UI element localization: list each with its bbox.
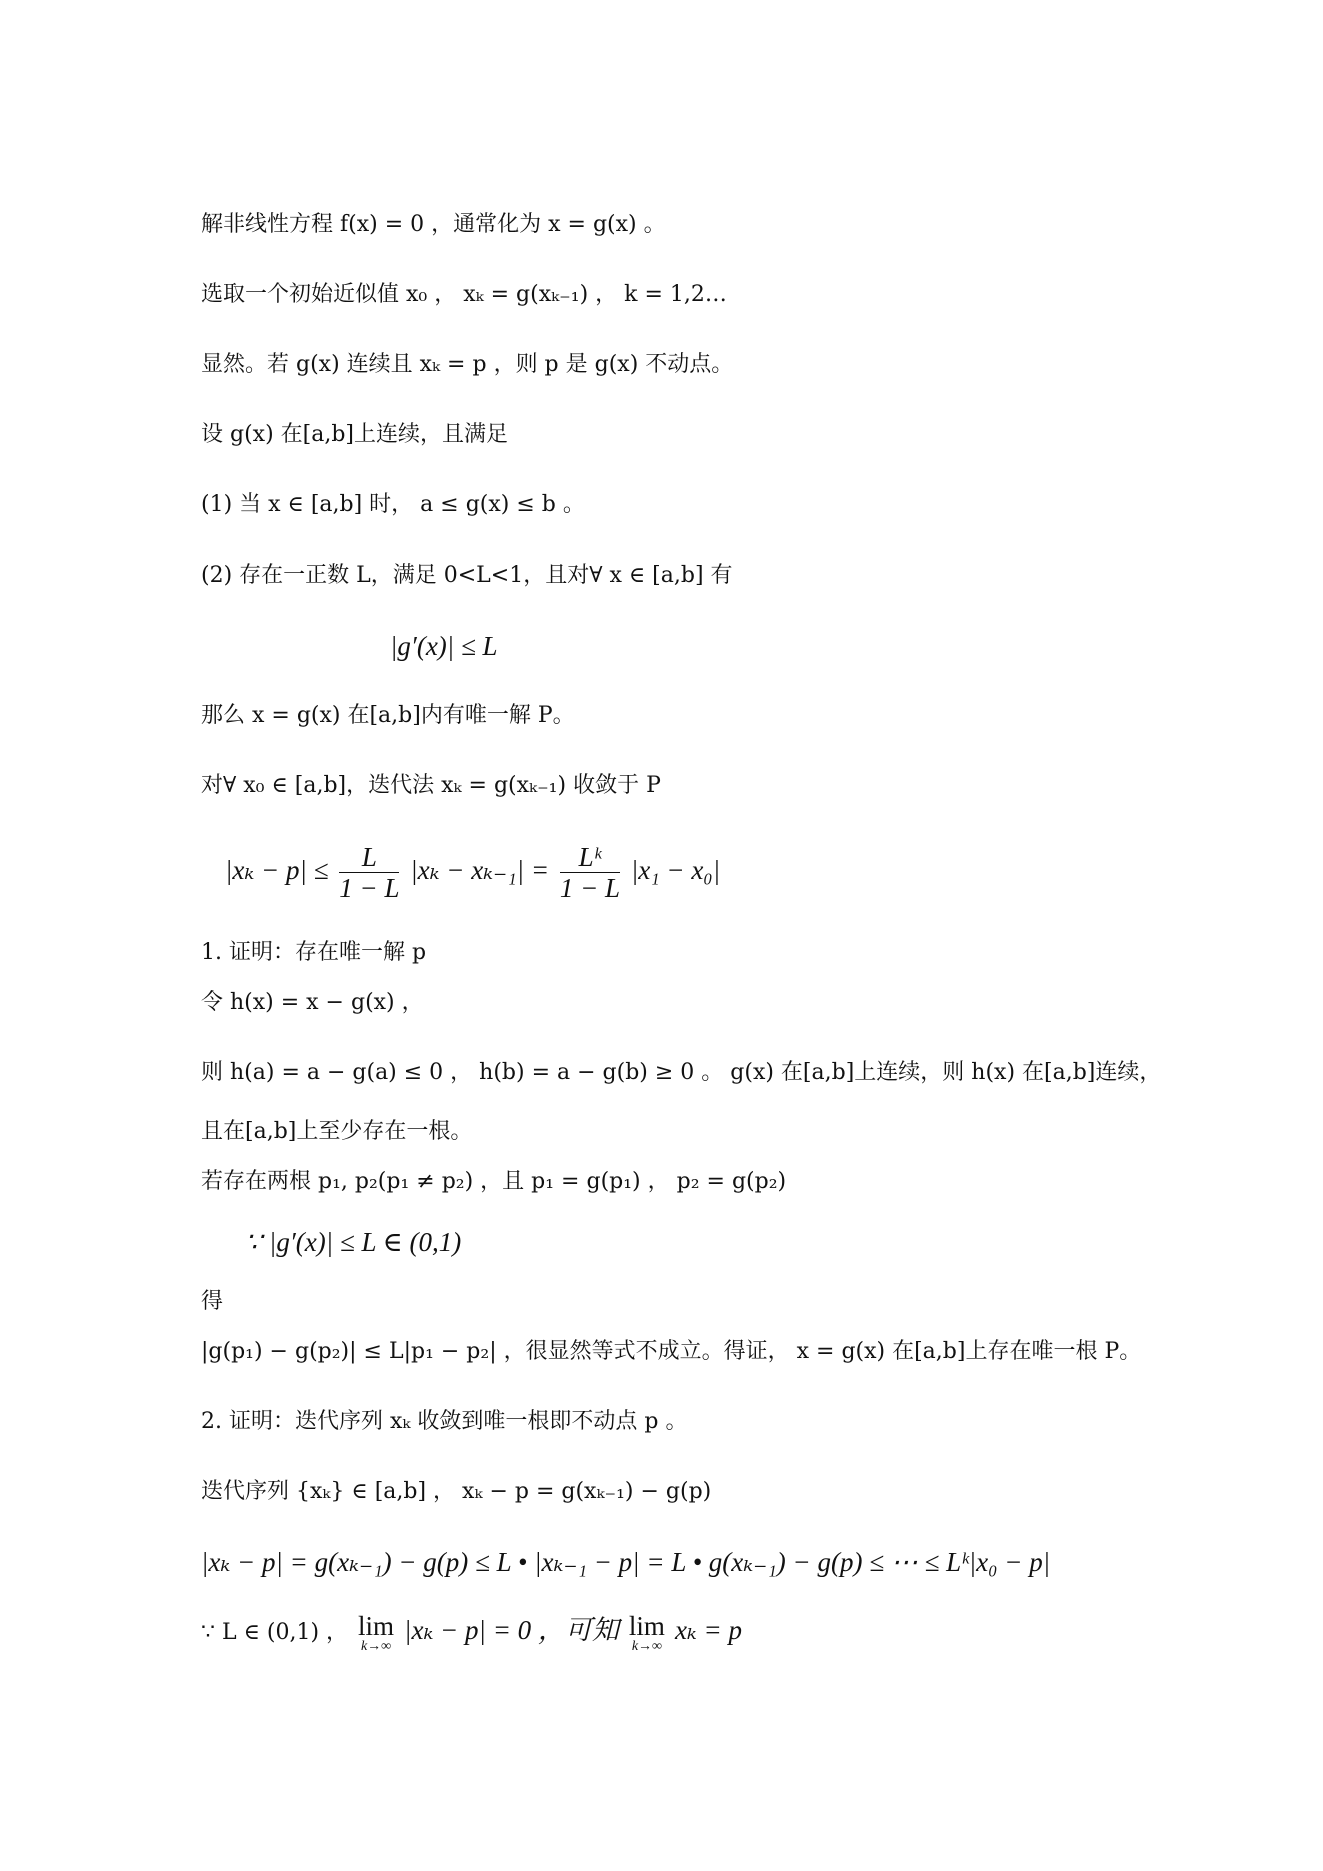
limit-2 [628,1610,665,1654]
fraction-1-denominator: 1 − L [339,873,400,904]
text-line-10: 令 h(x) = x − g(x) ， [201,990,424,1015]
error-bound-middle: |xₖ − xₖ₋₁| = [410,855,550,885]
text-line-2: 选取一个初始近似值 x₀ ， xₖ = g(xₖ₋₁) ， k = 1,2… [201,282,727,307]
text-line-15: |g(p₁) − g(p₂)| ≤ L|p₁ − p₂| ，很显然等式不成立。得证， x = g(x) 在[a,b]上存在唯一根 P。 [201,1339,1142,1364]
text-line-5: (1) 当 x ∈ [a,b] 时， a ≤ g(x) ≤ b 。 [201,492,585,517]
error-bound-rhs: |x₁ − x₀| [630,855,721,885]
text-line-9: 1. 证明：存在唯一解 p [201,940,427,965]
limit-1-label: lim [358,1610,395,1641]
fraction-2-denominator: 1 − L [559,873,621,904]
text-line-3: 显然。若 g(x) 连续且 xₖ = p ，则 p 是 g(x) 不动点。 [201,352,734,377]
fraction-1-numerator: L [339,842,399,873]
text-line-12: 且在[a,b]上至少存在一根。 [201,1119,473,1144]
text-line-11: 则 h(a) = a − g(a) ≤ 0 ， h(b) = a − g(b) ≥ 0 。 g(x) 在[a,b]上连续，则 h(x) 在[a,b]连续， [201,1060,1162,1085]
limit-line [201,1602,742,1661]
limit-1 [358,1610,395,1654]
text-line-16: 2. 证明：迭代序列 xₖ 收敛到唯一根即不动点 p 。 [201,1409,688,1434]
limit-2-subscript: k→∞ [631,1638,663,1654]
equation-error-bound [225,840,720,903]
fraction-2-numerator: Lᵏ [560,842,620,873]
limit-2-expression: xₖ = p [674,1615,742,1645]
text-line-13: 若存在两根 p₁, p₂(p₁ ≠ p₂) ，且 p₁ = g(p₁) ， p₂ = g(p₂) [201,1169,787,1194]
text-line-1: 解非线性方程 f(x) = 0 ，通常化为 x = g(x) 。 [201,212,666,237]
equation-lipschitz: ∵ |g′(x)| ≤ L ∈ (0,1) [245,1227,462,1257]
text-line-7: 那么 x = g(x) 在[a,b]内有唯一解 P。 [201,703,575,728]
text-line-6: (2) 存在一正数 L，满足 0<L<1，且对∀ x ∈ [a,b] 有 [201,563,733,588]
fraction-1 [339,842,399,903]
text-line-4: 设 g(x) 在[a,b]上连续，且满足 [201,422,509,447]
limit-2-label: lim [628,1610,665,1641]
equation-iteration-chain: |xₖ − p| = g(xₖ₋₁) − g(p) ≤ L • |xₖ₋₁ − p| = L • g(xₖ₋₁) − g(p) ≤ ⋯ ≤ Lᵏ|x₀ − p| [201,1547,1051,1577]
text-line-14: 得 [201,1289,224,1314]
fraction-2 [560,842,620,903]
error-bound-lhs: |xₖ − p| ≤ [225,855,329,885]
equation-derivative-bound: |g′(x)| ≤ L [390,631,498,661]
because-l-in-range: ∵ L ∈ (0,1) ， [201,1620,349,1645]
text-line-17: 迭代序列 {xₖ} ∈ [a,b] ， xₖ − p = g(xₖ₋₁) − g(p) [201,1479,712,1504]
limit-1-subscript: k→∞ [360,1638,392,1654]
limit-1-expression: |xₖ − p| = 0 ，可知 [404,1615,619,1645]
text-line-8: 对∀ x₀ ∈ [a,b]，迭代法 xₖ = g(xₖ₋₁) 收敛于 P [201,773,661,798]
